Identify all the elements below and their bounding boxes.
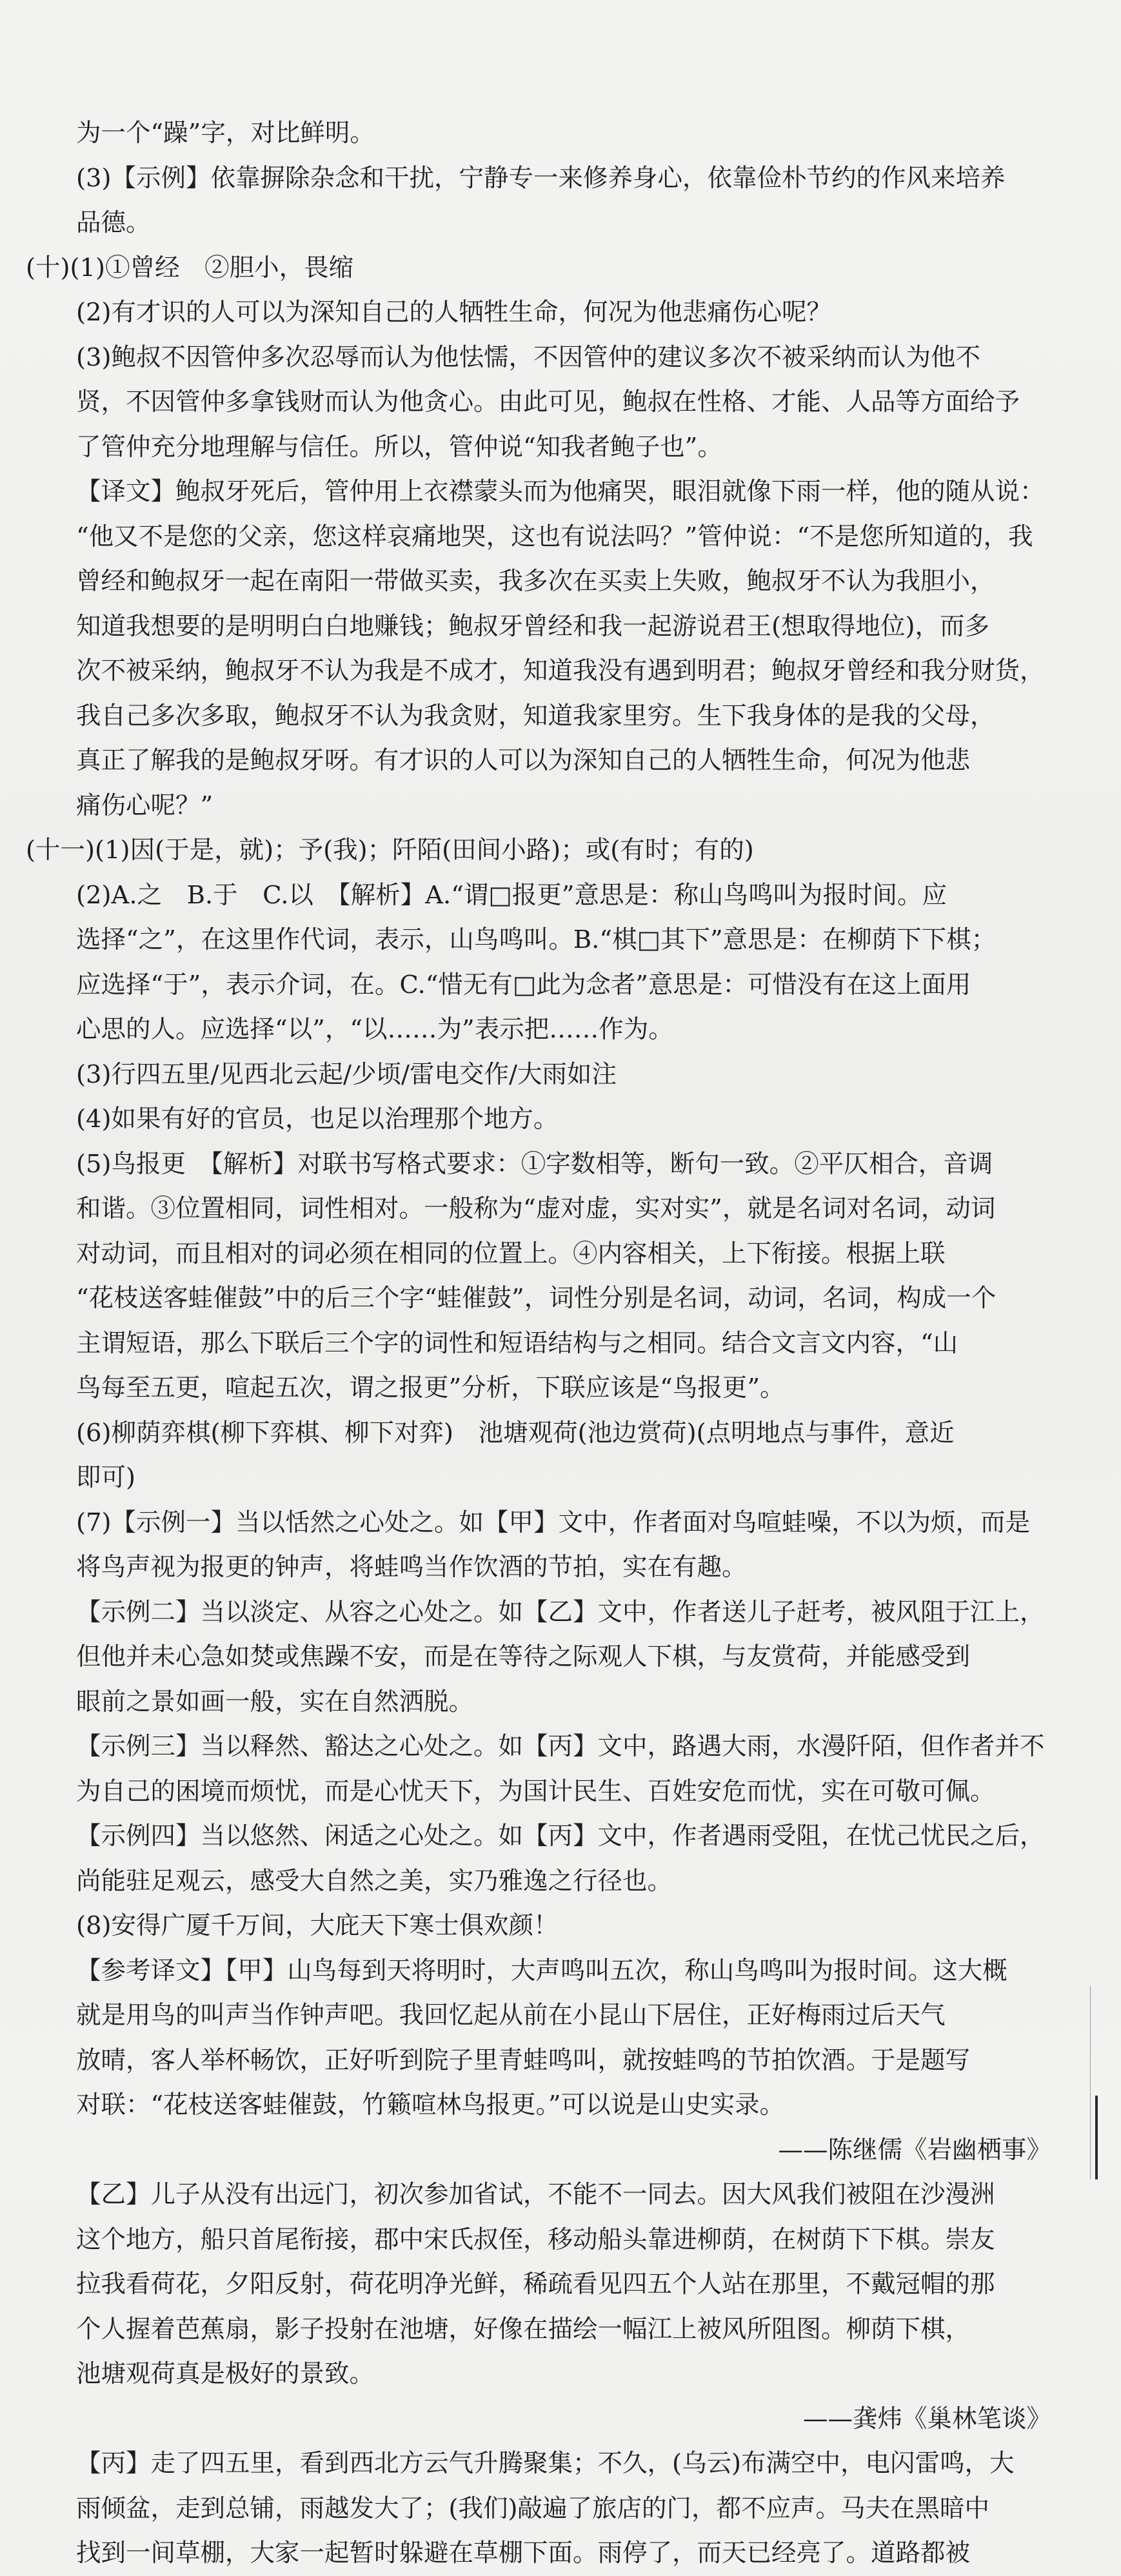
text-line: (3)鲍叔不因管仲多次忍辱而认为他怯懦，不因管仲的建议多次不被采纳而认为他不: [76, 342, 981, 372]
text-line: 次不被采纳，鲍叔牙不认为我是不成才，知道我没有遇到明君；鲍叔牙曾经和我分财货，: [76, 656, 1045, 685]
text-line: (4)如果有好的官员，也足以治理那个地方。: [76, 1105, 559, 1134]
text-line: (3)【示例】依靠摒除杂念和干扰，宁静专一来修养身心，依靠俭朴节约的作风来培养: [76, 163, 1006, 193]
text-line: 将鸟声视为报更的钟声，将蛙鸣当作饮酒的节拍，实在有趣。: [76, 1553, 747, 1582]
source-citation: ——陈继儒《岩幽栖事》: [778, 2135, 1051, 2165]
source-citation: ——龚炜《巢林笔谈》: [802, 2404, 1051, 2433]
text-line: 找到一间草棚，大家一起暂时躲避在草棚下面。雨停了，而天已经亮了。道路都被: [76, 2539, 971, 2568]
text-line: 鸟每至五更，喧起五次，谓之报更”分析，下联应该是“鸟报更”。: [76, 1373, 785, 1402]
text-line: 曾经和鲍叔牙一起在南阳一带做买卖，我多次在买卖上失败，鲍叔牙不认为我胆小，: [76, 567, 995, 596]
margin-mark: [1095, 2096, 1098, 2179]
text-line: 雨倾盆，走到总铺，雨越发大了；(我们)敲遍了旅店的门，都不应声。马夫在黑暗中: [76, 2493, 990, 2523]
text-line: 【译文】鲍叔牙死后，管仲用上衣襟蒙头而为他痛哭，眼泪就像下雨一样，他的随从说：: [76, 477, 1045, 506]
text-line: (2)A.之 B.于 C.以 【解析】A.“谓□报更”意思是：称山鸟鸣叫为报时间。应: [76, 880, 947, 910]
text-line: 对动词，而且相对的词必须在相同的位置上。④内容相关，上下衔接。根据上联: [76, 1239, 946, 1268]
text-line: 心思的人。应选择“以”，“以……为”表示把……作为。: [76, 1015, 673, 1044]
text-line: 拉我看荷花，夕阳反射，荷花明净光鲜，稀疏看见四五个人站在那里，不戴冠帽的那: [76, 2270, 995, 2299]
text-line: 即可): [76, 1463, 136, 1492]
text-line: 知道我想要的是明明白白地赚钱；鲍叔牙曾经和我一起游说君王(想取得地位)，而多: [76, 611, 990, 641]
scan-edge-line: [1090, 1986, 1091, 2179]
text-line: 【乙】儿子从没有出远门，初次参加省试，不能不一同去。因大风我们被阻在沙漫洲: [76, 2180, 995, 2209]
text-line: 【示例三】当以释然、豁达之心处之。如【丙】文中，路遇大雨，水漫阡陌，但作者并不: [76, 1732, 1045, 1761]
text-line: (5)鸟报更 【解析】对联书写格式要求：①字数相等，断句一致。②平仄相合，音调: [76, 1149, 993, 1179]
text-line: (2)有才识的人可以为深知自己的人牺牲生命，何况为他悲痛伤心呢？: [76, 298, 832, 327]
text-line: 眼前之景如画一般，实在自然洒脱。: [76, 1687, 474, 1716]
text-line: 和谐。③位置相同，词性相对。一般称为“虚对虚，实对实”，就是名词对名词，动词: [76, 1194, 996, 1223]
text-line: 痛伤心呢？”: [76, 791, 213, 820]
text-line: 主谓短语，那么下联后三个字的词性和短语结构与之相同。结合文言文内容，“山: [76, 1328, 958, 1358]
text-line: 我自己多次多取，鲍叔牙不认为我贪财，知道我家里穷。生下我身体的是我的父母，: [76, 701, 995, 731]
text-line: (6)柳荫弈棋(柳下弈棋、柳下对弈) 池塘观荷(池边赏荷)(点明地点与事件，意近: [76, 1418, 955, 1448]
text-line: 尚能驻足观云，感受大自然之美，实乃雅逸之行径也。: [76, 1866, 673, 1896]
text-line: 了管仲充分地理解与信任。所以，管仲说“知我者鲍子也”。: [76, 432, 722, 462]
text-line: “他又不是您的父亲，您这样哀痛地哭，这也有说法吗？”管仲说：“不是您所知道的，我: [76, 522, 1033, 551]
text-line: 为自己的困境而烦忧，而是心忧天下，为国计民生、百姓安危而忧，实在可敬可佩。: [76, 1776, 995, 1806]
text-line: (3)行四五里/见西北云起/少顷/雷电交作/大雨如注: [76, 1059, 617, 1089]
text-line: 【示例二】当以淡定、从容之心处之。如【乙】文中，作者送儿子赶考，被风阻于江上，: [76, 1597, 1045, 1627]
text-line: 个人握着芭蕉扇，影子投射在池塘，好像在描绘一幅江上被风所阻图。柳荫下棋，: [76, 2314, 971, 2344]
text-line: (8)安得广厦千万间，大庇天下寒士俱欢颜！: [76, 1911, 559, 1940]
text-line: “花枝送客蛙催鼓”中的后三个字“蛙催鼓”，词性分别是名词，动词，名词，构成一个: [76, 1284, 997, 1313]
text-line: 【丙】走了四五里，看到西北方云气升腾聚集；不久，(乌云)布满空中，电闪雷鸣，大: [76, 2449, 1015, 2478]
text-line: 就是用鸟的叫声当作钟声吧。我回忆起从前在小昆山下居住，正好梅雨过后天气: [76, 2001, 946, 2030]
text-line: (十一)(1)因(于是，就)；予(我)；阡陌(田间小路)；或(有时；有的): [26, 836, 754, 865]
text-line: 贤，不因管仲多拿钱财而认为他贪心。由此可见，鲍叔在性格、才能、人品等方面给予: [76, 388, 1020, 417]
text-line: (十)(1)①曾经 ②胆小，畏缩: [26, 253, 354, 282]
text-line: 但他并未心急如焚或焦躁不安，而是在等待之际观人下棋，与友赏荷，并能感受到: [76, 1642, 971, 1671]
text-line: 放晴，客人举杯畅饮，正好听到院子里青蛙鸣叫，就按蛙鸣的节拍饮酒。于是题写: [76, 2045, 971, 2075]
text-line: 真正了解我的是鲍叔牙呀。有才识的人可以为深知自己的人牺牲生命，何况为他悲: [76, 746, 971, 775]
text-line: 池塘观荷真是极好的景致。: [76, 2359, 375, 2388]
text-line: 对联：“花枝送客蛙催鼓，竹籁喧林鸟报更。”可以说是山史实录。: [76, 2090, 785, 2119]
text-line: 【示例四】当以悠然、闲适之心处之。如【丙】文中，作者遇雨受阻，在忧己忧民之后，: [76, 1822, 1045, 1851]
text-line: 【参考译文】【甲】山鸟每到天将明时，大声鸣叫五次，称山鸟鸣叫为报时间。这大概: [76, 1956, 1007, 1985]
text-line: 应选择“于”，表示介词，在。C.“惜无有□此为念者”意思是：可惜没有在这上面用: [76, 970, 971, 999]
text-line: 品德。: [76, 208, 151, 237]
answer-text-body: [26, 111, 1077, 2576]
text-line: 选择“之”，在这里作代词，表示，山鸟鸣叫。B.“棋□其下”意思是：在柳荫下下棋；: [76, 925, 997, 954]
text-line: 为一个“躁”字，对比鲜明。: [76, 119, 375, 148]
text-line: 这个地方，船只首尾衔接，郡中宋氏叔侄，移动船头靠进柳荫，在树荫下下棋。崇友: [76, 2225, 995, 2254]
text-line: (7)【示例一】当以恬然之心处之。如【甲】文中，作者面对鸟喧蛙噪，不以为烦，而是: [76, 1508, 1031, 1537]
